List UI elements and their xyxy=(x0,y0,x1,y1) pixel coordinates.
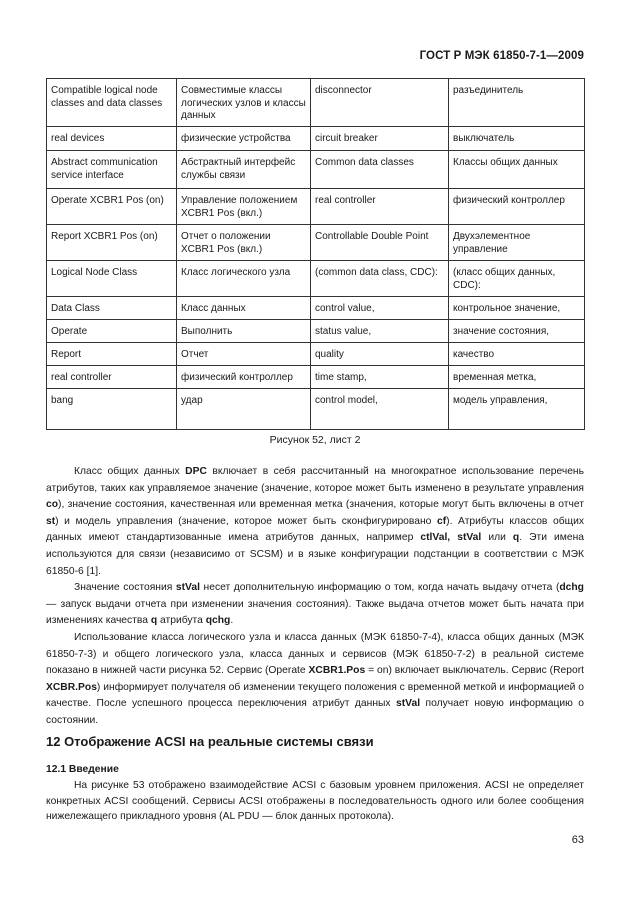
table-cell: Абстрактный интерфейс службы связи xyxy=(177,151,311,189)
text-run: ). Атрибуты классов общих данных имеют стандартизованные имена атрибутов данных, например xyxy=(46,515,584,544)
term-ctlval-stval: ctlVal, stVal xyxy=(420,532,482,544)
table-cell: Operate XCBR1 Pos (on) xyxy=(47,189,177,225)
table-cell: контрольное значение, xyxy=(449,297,585,320)
paragraph-usage xyxy=(46,630,584,730)
table-row xyxy=(47,366,585,389)
table-row xyxy=(47,389,585,430)
term-stval: stVal xyxy=(396,698,421,710)
table-cell: Класс данных xyxy=(177,297,311,320)
table-cell: time stamp, xyxy=(311,366,449,389)
table-row xyxy=(47,127,585,151)
text-run: Значение состояния xyxy=(74,582,176,594)
paragraph-stval xyxy=(46,580,584,630)
term-co: co xyxy=(46,499,59,511)
table-row xyxy=(47,79,585,127)
table-row xyxy=(47,189,585,225)
table-cell: выключатель xyxy=(449,127,585,151)
table-cell: Report xyxy=(47,343,177,366)
table-cell: (common data class, CDC): xyxy=(311,261,449,297)
table-cell: bang xyxy=(47,389,177,430)
subsection xyxy=(46,762,584,825)
table-cell: Common data classes xyxy=(311,151,449,189)
paragraph-dpc xyxy=(46,464,584,580)
table-cell: Report XCBR1 Pos (on) xyxy=(47,225,177,261)
table-cell: Отчет xyxy=(177,343,311,366)
table-cell: real controller xyxy=(311,189,449,225)
figure-caption: Рисунок 52, лист 2 xyxy=(269,434,361,446)
table-cell: Класс логического узла xyxy=(177,261,311,297)
table-row xyxy=(47,261,585,297)
table-cell: Управление положением XCBR1 Pos (вкл.) xyxy=(177,189,311,225)
term-cf: cf xyxy=(437,515,447,527)
text-run: Использование класса логического узла и класса данных (МЭК 61850-7-4), класса общих данных (МЭК 61850-7-3) и общего логического узла, класса данных и сервисов (МЭК 61850-7-2) в реальной системе показано в нижней части рисунка 52. Сервис (Operate xyxy=(46,631,584,677)
table-row xyxy=(47,297,585,320)
table-row xyxy=(47,225,585,261)
table-cell: Двухэлементное управление xyxy=(449,225,585,261)
text-run: ) информирует получателя об изменении текущего положения с временной меткой и информацией о качестве. После успешного процесса переключения атрибут данных xyxy=(46,681,584,710)
table-cell: физический контроллер xyxy=(449,189,585,225)
term-q: q xyxy=(150,615,158,627)
table-cell: disconnector xyxy=(311,79,449,127)
glossary-table xyxy=(46,78,585,430)
table-cell: circuit breaker xyxy=(311,127,449,151)
table-cell: временная метка, xyxy=(449,366,585,389)
table-cell: физические устройства xyxy=(177,127,311,151)
table-row xyxy=(47,151,585,189)
text-run: или xyxy=(481,532,513,544)
table-cell: физический контроллер xyxy=(177,366,311,389)
subsection-heading: 12.1 Введение xyxy=(46,764,119,775)
text-run: включает в себя рассчитанный на многократное использование перечень атрибутов, таких как управляемое значение (значение, которое может быть изменено в результате управления xyxy=(46,466,584,494)
table-cell: quality xyxy=(311,343,449,366)
text-run: = on) включает выключатель. Сервис (Report xyxy=(365,665,584,677)
table-cell: Controllable Double Point xyxy=(311,225,449,261)
text-run: . Эти имена используются для связи (независимо от SCSM) и в языке конфигурации подстанции в соответствии с МЭК 61850-6 [1]. xyxy=(46,532,585,577)
term-dpc: DPC xyxy=(185,466,207,477)
table-cell: удар xyxy=(177,389,311,430)
term-xcbr1-pos: XCBR1.Pos xyxy=(308,665,366,677)
table-row xyxy=(47,320,585,343)
term-qchg: qchg xyxy=(205,615,231,627)
section-heading: 12 Отображение ACSI на реальные системы связи xyxy=(46,734,374,749)
term-q: q xyxy=(512,532,520,544)
text-run: . xyxy=(230,615,234,627)
table-cell: status value, xyxy=(311,320,449,343)
text-run: — запуск выдачи отчета при изменении значения состояния). Также выдача отчетов может быть начата при изменениях качества xyxy=(46,598,584,627)
text-run: Класс общих данных xyxy=(74,466,186,477)
term-dchg: dchg xyxy=(559,582,584,594)
text-run: атрибута xyxy=(157,615,206,627)
table-cell: Operate xyxy=(47,320,177,343)
table-cell: Compatible logical node classes and data classes xyxy=(47,79,177,127)
table-cell: Data Class xyxy=(47,297,177,320)
text-run: несет дополнительную информацию о том, когда начать выдачу отчета ( xyxy=(199,582,560,594)
table-cell: модель управления, xyxy=(449,389,585,430)
table-cell: (класс общих данных, CDC): xyxy=(449,261,585,297)
table-cell: Классы общих данных xyxy=(449,151,585,189)
table-cell: real controller xyxy=(47,366,177,389)
table-cell: Abstract communication service interface xyxy=(47,151,177,189)
table-cell: control model, xyxy=(311,389,449,430)
table-cell: значение состояния, xyxy=(449,320,585,343)
table-row xyxy=(47,343,585,366)
term-stval: stVal xyxy=(175,582,200,594)
term-st: st xyxy=(46,515,56,527)
page-number: 63 xyxy=(571,834,584,846)
document-header: ГОСТ Р МЭК 61850-7-1—2009 xyxy=(419,50,584,62)
table-cell: real devices xyxy=(47,127,177,151)
table-cell: Logical Node Class xyxy=(47,261,177,297)
table-cell: Отчет о положении XCBR1 Pos (вкл.) xyxy=(177,225,311,261)
table-cell: разъединитель xyxy=(449,79,585,127)
text-run: ) и модель управления (значение, которое может быть сконфигурировано xyxy=(55,515,438,527)
subsection-paragraph: На рисунке 53 отображено взаимодействие ACSI с базовым уровнем приложения. ACSI не определяет конкретных ACSI сообщений. Сервисы ACSI отображены в последовательность одного или более сообщения нижележащего прикладного уровня (AL PDU — блок данных протокола). xyxy=(46,779,584,823)
table-cell: Выполнить xyxy=(177,320,311,343)
body-text xyxy=(46,464,584,730)
table-cell: Совместимые классы логических узлов и классы данных xyxy=(177,79,311,127)
table-cell: control value, xyxy=(311,297,449,320)
text-run: получает новую информацию о состоянии. xyxy=(46,698,585,726)
text-run: ), значение состояния, качественная или временная метка (значения, которые могут быть включены в отчет xyxy=(58,499,584,511)
glossary-table-body xyxy=(47,79,585,430)
term-xcbr-pos: XCBR.Pos xyxy=(46,681,97,693)
table-cell: качество xyxy=(449,343,585,366)
